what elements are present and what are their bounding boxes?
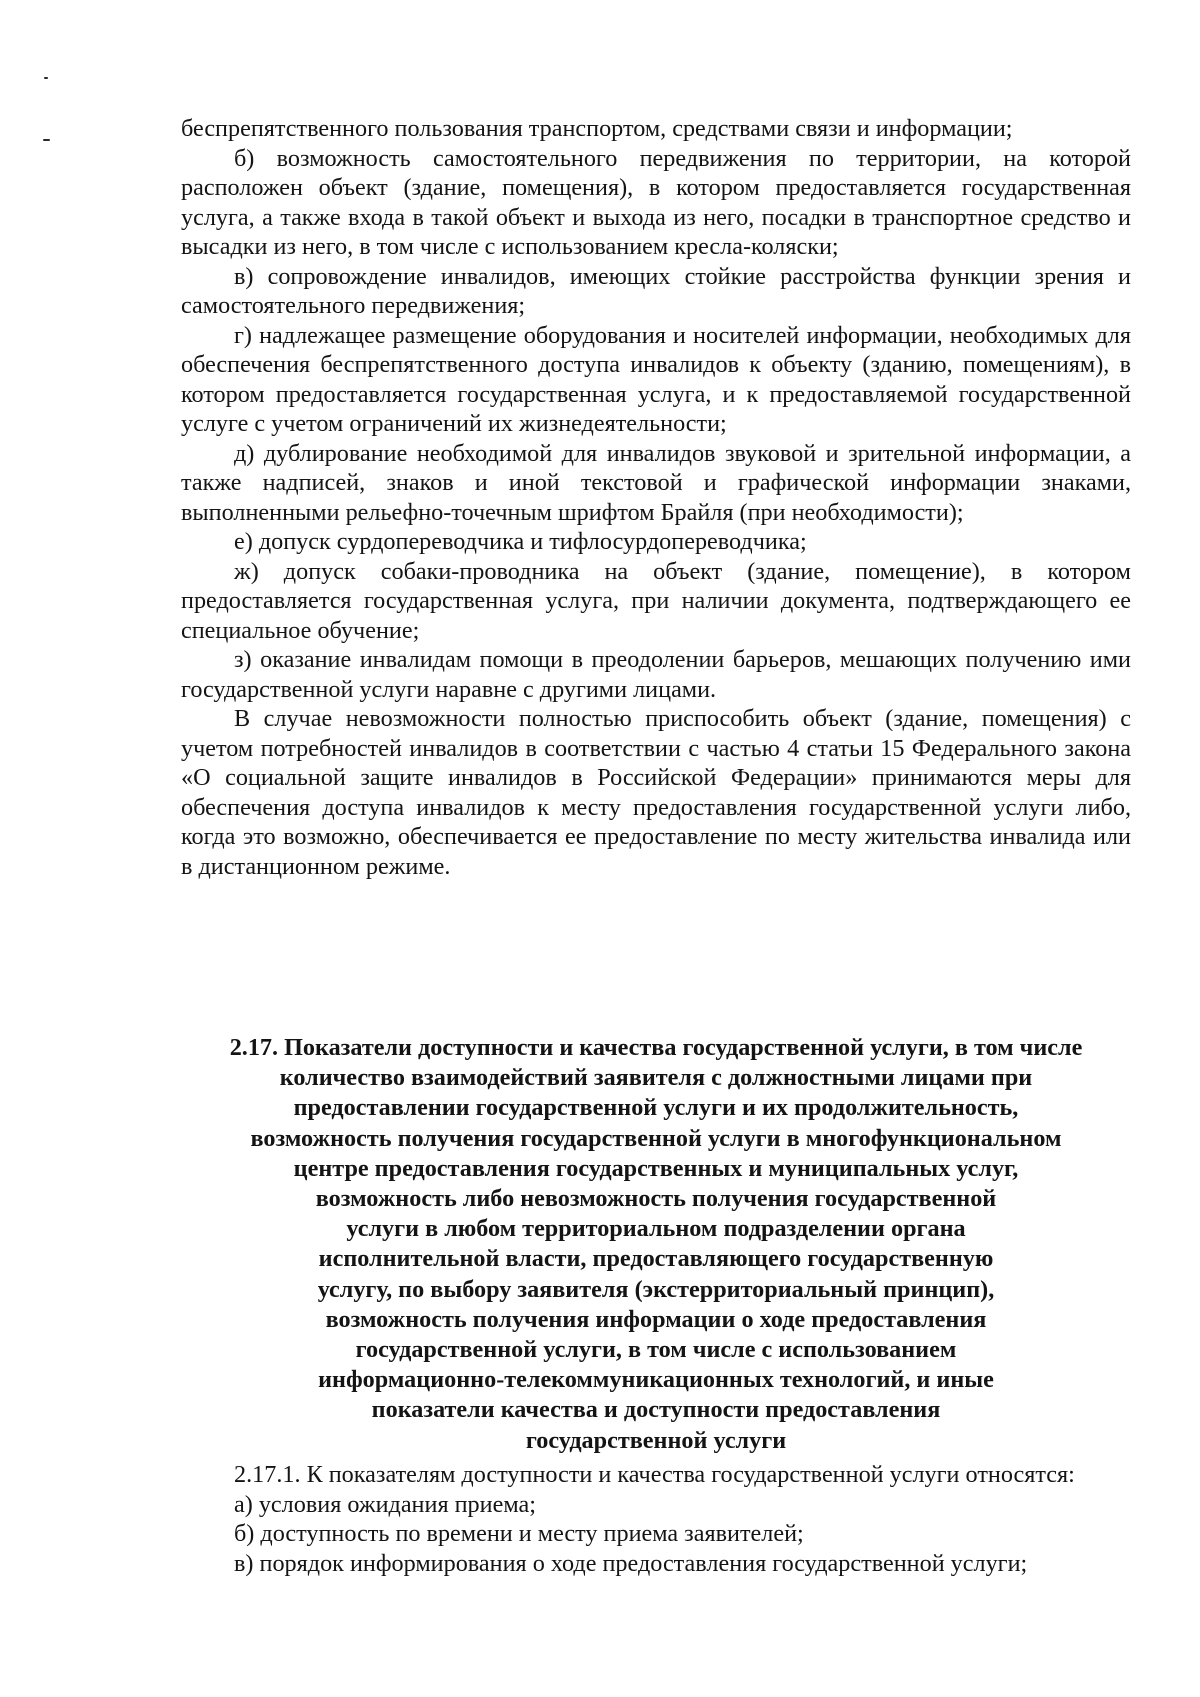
heading-line: 2.17. Показатели доступности и качества государственной услуги, в том числе bbox=[229, 1034, 1083, 1061]
paragraph: беспрепятственного пользования транспортом, средствами связи и информации; bbox=[181, 115, 1013, 142]
heading-line: информационно-телекоммуникационных технологий, и иные bbox=[318, 1366, 994, 1394]
paragraph: г) надлежащее размещение оборудования и носителей информации, необходимых для обеспечения беспрепятственного доступа инвалидов к объекту (зданию, помещениям), в котором предоставляется государственная услуга, и к предоставляемой государственной услуге с учетом ограничений их жизнедеятельности; bbox=[181, 321, 1131, 437]
heading-line: исполнительной власти, предоставляющего государственную bbox=[318, 1245, 994, 1273]
heading-line: количество взаимодействий заявителя с должностными лицами при bbox=[279, 1064, 1033, 1092]
paragraph: в) сопровождение инвалидов, имеющих стойкие расстройства функции зрения и самостоятельного передвижения; bbox=[181, 262, 1131, 319]
paragraph: В случае невозможности полностью приспособить объект (здание, помещения) с учетом потребностей инвалидов в соответствии с частью 4 статьи 15 Федерального закона «О социальной защите инвалидов в Российской Федерации» принимаются меры для обеспечения доступа инвалидов к месту предоставления государственной услуги либо, когда это возможно, обеспечивается ее предоставление по месту жительства инвалида или в дистанционном режиме. bbox=[181, 705, 1131, 880]
section-heading bbox=[170, 1033, 1142, 1456]
paragraph: б) доступность по времени и месту приема заявителей; bbox=[234, 1520, 804, 1547]
paragraph: д) дублирование необходимой для инвалидов звуковой и зрительной информации, а также надписей, знаков и иной текстовой и графической информации знаками, выполненными рельефно-точечным шрифтом Брайля (при необходимости); bbox=[181, 439, 1131, 526]
heading-line: центре предоставления государственных и муниципальных услуг, bbox=[293, 1154, 1019, 1182]
heading-line: предоставлении государственной услуги и их продолжительность, bbox=[293, 1094, 1019, 1122]
paragraph: ж) допуск собаки-проводника на объект (здание, помещение), в котором предоставляется государственная услуга, при наличии документа, подтверждающего ее специальное обучение; bbox=[181, 557, 1131, 644]
heading-line: показатели качества и доступности предоставления bbox=[371, 1396, 941, 1424]
heading-line: государственной услуги bbox=[525, 1426, 787, 1454]
heading-line: возможность получения государственной услуги в многофункциональном bbox=[250, 1124, 1062, 1152]
document-body-top bbox=[181, 114, 1131, 881]
scan-speck bbox=[43, 139, 50, 141]
heading-line: услугу, по выбору заявителя (экстерриториальный принцип), bbox=[317, 1275, 995, 1303]
paragraph: е) допуск сурдопереводчика и тифлосурдопереводчика; bbox=[234, 528, 807, 555]
document-body-bottom bbox=[181, 1460, 1131, 1578]
paragraph: 2.17.1. К показателям доступности и качества государственной услуги относятся: bbox=[234, 1461, 1075, 1488]
paragraph: б) возможность самостоятельного передвижения по территории, на которой расположен объект (здание, помещения), в котором предоставляется государственная услуга, а также входа в такой объект и выхода из него, посадки в транспортное средство и высадки из него, в том числе с использованием кресла-коляски; bbox=[181, 144, 1131, 260]
heading-line: возможность либо невозможность получения государственной bbox=[315, 1185, 997, 1213]
paragraph: в) порядок информирования о ходе предоставления государственной услуги; bbox=[234, 1549, 1028, 1577]
paragraph: з) оказание инвалидам помощи в преодолении барьеров, мешающих получению ими государственной услуги наравне с другими лицами. bbox=[181, 646, 1131, 703]
heading-line: государственной услуги, в том числе с использованием bbox=[355, 1336, 957, 1364]
paragraph: а) условия ожидания приема; bbox=[234, 1490, 536, 1518]
heading-line: возможность получения информации о ходе предоставления bbox=[325, 1305, 987, 1333]
scan-speck bbox=[44, 77, 48, 79]
heading-line: услуги в любом территориальном подразделении органа bbox=[346, 1215, 966, 1243]
